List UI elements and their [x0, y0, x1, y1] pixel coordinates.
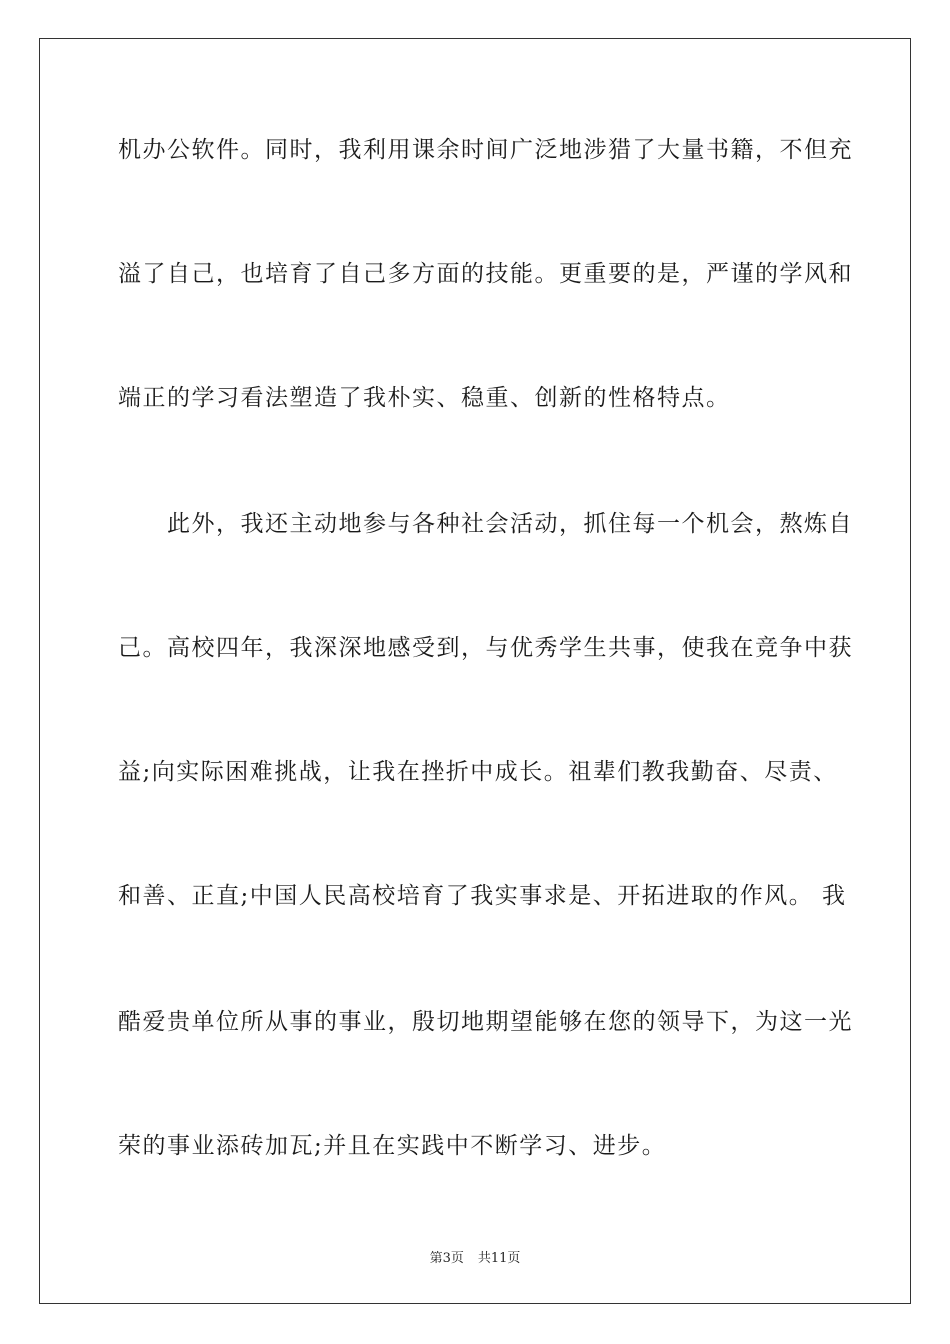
text-line: 己。高校四年，我深深地感受到，与优秀学生共事，使我在竞争中获: [118, 635, 853, 661]
page-footer: [0, 1247, 950, 1266]
page-total: 共11页: [477, 1251, 521, 1266]
text-line: 溢了自己，也培育了自己多方面的技能。更重要的是，严谨的学风和: [118, 261, 853, 287]
text-line: 和善、正直;中国人民高校培育了我实事求是、开拓进取的作风。 我: [118, 883, 847, 909]
text-line: 荣的事业添砖加瓦;并且在实践中不断学习、进步。: [118, 1133, 667, 1159]
text-line: 益;向实际困难挑战，让我在挫折中成长。祖辈们教我勤奋、尽责、: [118, 759, 838, 785]
page-number: 第3页: [429, 1251, 464, 1266]
text-line: 机办公软件。同时，我利用课余时间广泛地涉猎了大量书籍，不但充: [118, 137, 853, 163]
text-line: 此外，我还主动地参与各种社会活动，抓住每一个机会，熬炼自: [118, 511, 853, 537]
text-line: 酷爱贵单位所从事的事业，殷切地期望能够在您的领导下，为这一光: [118, 1009, 853, 1035]
text-line: 端正的学习看法塑造了我朴实、稳重、创新的性格特点。: [118, 385, 731, 411]
page-border: [39, 38, 911, 1304]
